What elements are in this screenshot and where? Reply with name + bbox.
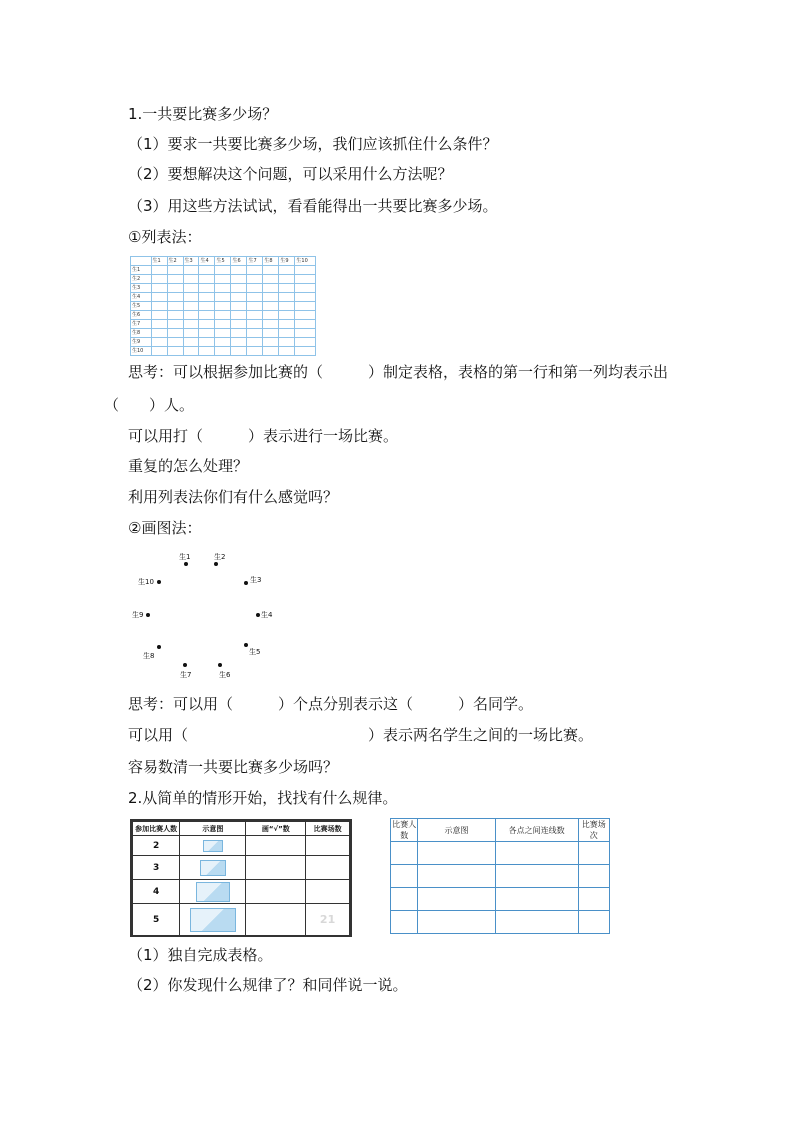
student-dot (183, 663, 187, 667)
grid-cell (279, 347, 295, 356)
table-cell (180, 904, 246, 936)
grid-cell (215, 302, 231, 311)
grid-cell (247, 266, 263, 275)
table-cell (306, 880, 350, 904)
grid-cell (279, 338, 295, 347)
grid-cell (167, 329, 183, 338)
table-cell (180, 856, 246, 880)
table-cell (578, 865, 609, 888)
table-cell (306, 856, 350, 880)
student-label: 生3 (250, 576, 262, 584)
grid-cell (151, 266, 167, 275)
grid-cell (263, 347, 279, 356)
grid-cell (183, 302, 199, 311)
q2-sub2: （2）你发现什么规律了？和同伴说一说。 (128, 976, 408, 994)
student-dot (157, 645, 161, 649)
grid-cell (279, 275, 295, 284)
grid-cell (167, 338, 183, 347)
grid-cell (231, 320, 247, 329)
grid-cell (295, 302, 316, 311)
q2-title: 2.从简单的情形开始，找找有什么规律。 (128, 789, 398, 807)
grid-cell (279, 329, 295, 338)
grid-cell (151, 293, 167, 302)
grid-cell (279, 266, 295, 275)
table-header: 比赛人数 (392, 820, 417, 840)
grid-cell (199, 320, 215, 329)
grid-cell (167, 320, 183, 329)
grid-cell (295, 347, 316, 356)
think1-line-b: （ ）人。 (104, 396, 195, 414)
table-cell (391, 888, 418, 911)
grid-cell (215, 275, 231, 284)
table-cell (306, 904, 350, 936)
grid-cell (263, 284, 279, 293)
grid-cell (247, 311, 263, 320)
grid-cell (151, 347, 167, 356)
student-dot (157, 580, 161, 584)
grid-row-header: 生6 (131, 311, 152, 320)
grid-col-header: 生4 (199, 257, 215, 266)
table-cell: 4 (133, 880, 180, 904)
q1-sub1: （1）要求一共要比赛多少场，我们应该抓住什么条件？ (128, 135, 498, 153)
table-cell (578, 911, 609, 934)
table-cell (495, 888, 578, 911)
grid-cell (295, 284, 316, 293)
student-dot (184, 562, 188, 566)
table-header: 示意图 (180, 822, 246, 836)
mark-line: 可以用打（ ）表示进行一场比赛。 (128, 427, 399, 445)
table-cell (180, 836, 246, 856)
q1-sub3: （3）用这些方法试试，看看能得出一共要比赛多少场。 (128, 197, 498, 215)
grid-cell (167, 275, 183, 284)
pattern-table-left (130, 819, 352, 937)
table-cell (246, 880, 306, 904)
grid-cell (215, 266, 231, 275)
grid-cell (247, 347, 263, 356)
grid-cell (247, 338, 263, 347)
grid-cell (199, 329, 215, 338)
grid-cell (167, 302, 183, 311)
grid-cell (199, 266, 215, 275)
method-list-label: ①列表法： (128, 228, 202, 246)
grid-cell (183, 329, 199, 338)
grid-cell (215, 329, 231, 338)
student-label: 生10 (138, 578, 154, 586)
grid-col-header: 生7 (247, 257, 263, 266)
grid-col-header: 生6 (231, 257, 247, 266)
student-label: 生4 (261, 611, 273, 619)
grid-cell (215, 320, 231, 329)
grid-cell (295, 320, 316, 329)
grid-cell (295, 266, 316, 275)
grid-cell (183, 338, 199, 347)
grid-cell (183, 266, 199, 275)
student-label: 生2 (214, 553, 226, 561)
table-cell (418, 865, 495, 888)
table-cell (418, 911, 495, 934)
grid-cell (263, 266, 279, 275)
table-cell (418, 842, 495, 865)
grid-cell (199, 338, 215, 347)
table-cell (246, 856, 306, 880)
grid-cell (263, 320, 279, 329)
grid-cell (263, 293, 279, 302)
grid-cell (231, 284, 247, 293)
student-label: 生8 (143, 652, 155, 660)
table-header: 画“√”数 (246, 822, 306, 836)
grid-cell (167, 266, 183, 275)
grid-cell (183, 275, 199, 284)
grid-cell (167, 347, 183, 356)
q2-sub1: （1）独自完成表格。 (128, 946, 273, 964)
watermark: 21 (319, 913, 336, 926)
grid-cell (183, 293, 199, 302)
feel-line: 利用列表法你们有什么感觉吗？ (128, 488, 339, 506)
grid-col-header: 生9 (279, 257, 295, 266)
table-cell (578, 842, 609, 865)
grid-cell (295, 329, 316, 338)
table-header: 比赛场数 (306, 822, 350, 836)
grid-cell (151, 338, 167, 347)
grid-cell (167, 284, 183, 293)
grid-col-header: 生8 (263, 257, 279, 266)
student-label: 生7 (180, 671, 192, 679)
table-cell (246, 836, 306, 856)
table-cell (495, 911, 578, 934)
grid-cell (199, 293, 215, 302)
think2-line-a: 思考：可以用（ ）个点分别表示这（ ）名同学。 (128, 695, 534, 713)
repeat-line: 重复的怎么处理？ (128, 457, 249, 475)
student-dot (214, 562, 218, 566)
grid-row-header: 生7 (131, 320, 152, 329)
grid-cell (231, 266, 247, 275)
grid-row-header: 生2 (131, 275, 152, 284)
think2-line-c: 容易数清一共要比赛多少场吗？ (128, 758, 339, 776)
grid-cell (183, 347, 199, 356)
grid-cell (247, 293, 263, 302)
table-cell: 5 (133, 904, 180, 936)
grid-cell (215, 293, 231, 302)
grid-cell (151, 320, 167, 329)
grid-cell (151, 329, 167, 338)
student-dot (218, 663, 222, 667)
table-cell (391, 842, 418, 865)
q1-sub2: （2）要想解决这个问题，可以采用什么方法呢？ (128, 165, 453, 183)
grid-row-header: 生4 (131, 293, 152, 302)
grid-cell (279, 284, 295, 293)
grid-cell (215, 284, 231, 293)
think1-line-a: 思考：可以根据参加比赛的（ ）制定表格，表格的第一行和第一列均表示出 (128, 363, 669, 381)
grid-cell (151, 302, 167, 311)
grid-cell (183, 320, 199, 329)
grid-col-header: 生1 (151, 257, 167, 266)
grid-cell (215, 347, 231, 356)
grid-cell (231, 329, 247, 338)
method-draw-label: ②画图法： (128, 519, 202, 537)
q1-title: 1.一共要比赛多少场？ (128, 105, 278, 123)
grid-cell (199, 302, 215, 311)
grid-cell (199, 347, 215, 356)
student-label: 生1 (179, 553, 191, 561)
student-label: 生5 (249, 648, 261, 656)
table-header: 参加比赛人数 (133, 822, 180, 836)
grid-row-header: 生1 (131, 266, 152, 275)
grid-corner-cell (131, 257, 152, 266)
table-cell: 2 (133, 836, 180, 856)
grid-cell (247, 284, 263, 293)
grid-cell (231, 293, 247, 302)
grid-cell (167, 293, 183, 302)
grid-cell (231, 302, 247, 311)
grid-cell (263, 338, 279, 347)
grid-cell (231, 311, 247, 320)
grid-cell (295, 293, 316, 302)
match-grid-table (130, 256, 316, 356)
grid-cell (263, 311, 279, 320)
table-cell (180, 880, 246, 904)
student-dot (256, 613, 260, 617)
grid-cell (167, 311, 183, 320)
grid-col-header: 生5 (215, 257, 231, 266)
grid-cell (247, 329, 263, 338)
grid-cell (151, 284, 167, 293)
grid-cell (151, 275, 167, 284)
grid-cell (199, 311, 215, 320)
grid-cell (183, 311, 199, 320)
grid-row-header: 生5 (131, 302, 152, 311)
grid-cell (199, 275, 215, 284)
table-header: 示意图 (418, 819, 495, 842)
table-cell (495, 842, 578, 865)
grid-col-header: 生2 (167, 257, 183, 266)
grid-cell (279, 311, 295, 320)
student-dot (146, 613, 150, 617)
grid-cell (279, 320, 295, 329)
table-cell (578, 888, 609, 911)
grid-row-header: 生3 (131, 284, 152, 293)
grid-cell (231, 347, 247, 356)
grid-cell (263, 329, 279, 338)
table-cell (495, 865, 578, 888)
table-cell (391, 911, 418, 934)
table-header: 各点之间连线数 (495, 819, 578, 842)
grid-cell (215, 338, 231, 347)
grid-cell (183, 284, 199, 293)
grid-cell (247, 275, 263, 284)
table-cell (391, 865, 418, 888)
grid-cell (263, 302, 279, 311)
grid-row-header: 生10 (131, 347, 152, 356)
student-dot (244, 581, 248, 585)
pattern-table-right (390, 818, 610, 934)
grid-cell (151, 311, 167, 320)
table-cell (306, 836, 350, 856)
think2-line-b: 可以用（ ）表示两名学生之间的一场比赛。 (128, 726, 594, 744)
grid-cell (215, 311, 231, 320)
grid-col-header: 生3 (183, 257, 199, 266)
grid-cell (247, 320, 263, 329)
grid-row-header: 生9 (131, 338, 152, 347)
grid-row-header: 生8 (131, 329, 152, 338)
grid-cell (263, 275, 279, 284)
grid-cell (279, 302, 295, 311)
grid-cell (295, 275, 316, 284)
student-label: 生9 (132, 611, 144, 619)
grid-cell (199, 284, 215, 293)
grid-cell (295, 311, 316, 320)
table-header: 比赛场次 (578, 819, 609, 842)
table-cell: 3 (133, 856, 180, 880)
table-cell (418, 888, 495, 911)
grid-cell (295, 338, 316, 347)
student-dot (244, 643, 248, 647)
grid-cell (231, 338, 247, 347)
grid-cell (279, 293, 295, 302)
grid-cell (231, 275, 247, 284)
grid-cell (247, 302, 263, 311)
table-cell (246, 904, 306, 936)
student-label: 生6 (219, 671, 231, 679)
grid-col-header: 生10 (295, 257, 316, 266)
